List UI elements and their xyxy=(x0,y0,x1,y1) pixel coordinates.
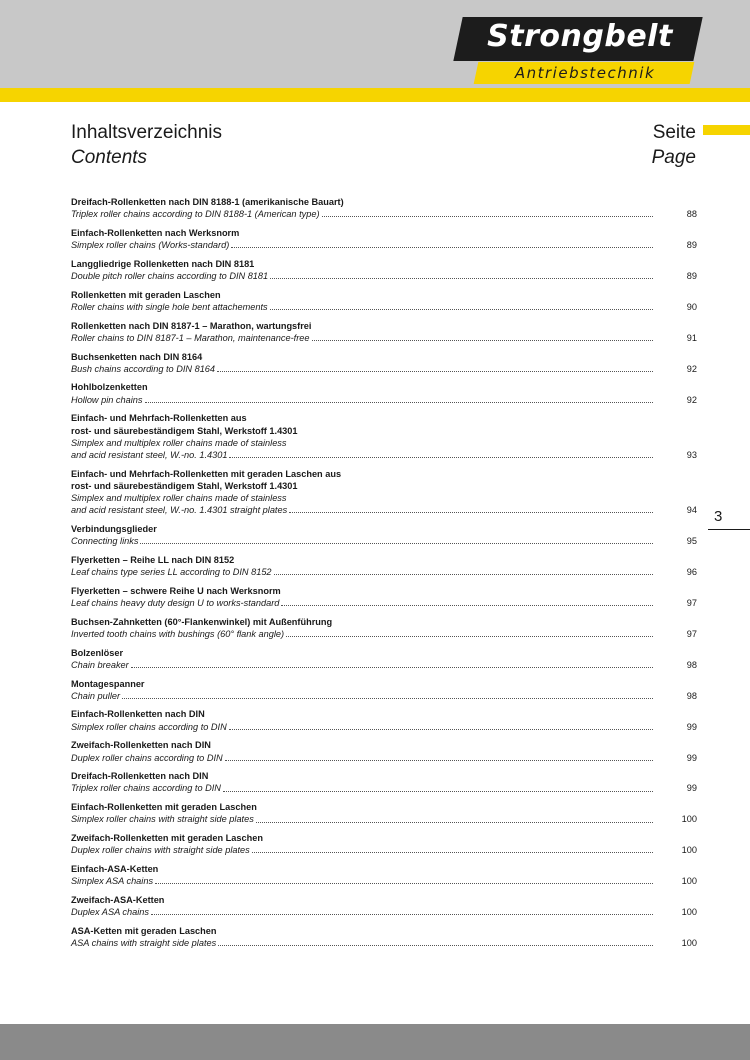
section-number: 3 xyxy=(714,508,723,525)
toc-entry-title-en: Duplex roller chains according to DIN xyxy=(71,752,223,763)
dot-leader xyxy=(217,371,653,372)
toc-entry-title-en: Inverted tooth chains with bushings (60° flank angle) xyxy=(71,628,285,639)
dot-leader xyxy=(223,791,653,792)
toc-entry[interactable] xyxy=(71,894,697,918)
toc-entry-title-de: Einfach-Rollenketten nach Werksnorm xyxy=(71,227,240,238)
toc-entry-title-de: Verbindungsglieder xyxy=(71,523,157,534)
toc-entry-row xyxy=(71,937,697,949)
toc-entry-page: 100 xyxy=(681,876,697,887)
toc-entry-row xyxy=(71,301,697,313)
logo-wordmark: Strongbelt xyxy=(487,19,673,54)
toc-entry-title-en: and acid resistant steel, W.-no. 1.4301 straight plates xyxy=(71,505,288,516)
toc-entry-page: 100 xyxy=(681,937,697,948)
dot-leader xyxy=(286,636,653,637)
toc-entry-row xyxy=(71,721,697,733)
toc-entry[interactable] xyxy=(71,258,697,282)
toc-entry-title-de: Rollenketten nach DIN 8187-1 – Marathon, wartungsfrei xyxy=(71,320,312,331)
toc-entry-title-en: Simplex roller chains (Works-standard) xyxy=(71,240,230,251)
toc-entry-page: 93 xyxy=(686,449,697,460)
toc-entry-title-en: Connecting links xyxy=(71,536,139,547)
toc-entry-row xyxy=(71,270,697,282)
toc-entry-row xyxy=(71,844,697,856)
toc-entry-row xyxy=(71,535,697,547)
toc-entry-title-en: Leaf chains heavy duty design U to works-standard xyxy=(71,597,280,608)
toc-entry-page: 98 xyxy=(686,690,697,701)
toc-entry[interactable] xyxy=(71,523,697,547)
toc-entry-row xyxy=(71,906,697,918)
toc-entry-title-en: Triplex roller chains according to DIN xyxy=(71,783,221,794)
dot-leader xyxy=(274,574,653,575)
toc-entry-title-en: Roller chains to DIN 8187-1 – Marathon, maintenance-free xyxy=(71,332,310,343)
dot-leader xyxy=(155,883,653,884)
page-column-label-de: Seite xyxy=(652,122,696,143)
dot-leader xyxy=(231,247,653,248)
toc-entry[interactable] xyxy=(71,554,697,578)
dot-leader xyxy=(281,605,653,606)
toc-entry-page: 99 xyxy=(686,721,697,732)
toc-entry-title-de: Montagespanner xyxy=(71,678,145,689)
toc-entry[interactable] xyxy=(71,647,697,671)
toc-entry-title-de: Zweifach-ASA-Ketten xyxy=(71,894,165,905)
dot-leader xyxy=(151,914,653,915)
toc-entry-page: 91 xyxy=(686,332,697,343)
toc-entry-row xyxy=(71,239,697,251)
toc-entry[interactable] xyxy=(71,320,697,344)
toc-entry-title-de: ASA-Ketten mit geraden Laschen xyxy=(71,925,217,936)
toc-entry-page: 92 xyxy=(686,363,697,374)
dot-leader xyxy=(312,340,654,341)
dot-leader xyxy=(225,760,653,761)
toc-entry-title-de: rost- und säurebeständigem Stahl, Werkstoff 1.4301 xyxy=(71,480,298,491)
toc-entry-title-en: Simplex roller chains according to DIN xyxy=(71,721,227,732)
toc-entry-title-de: Einfach-Rollenketten nach DIN xyxy=(71,709,205,720)
toc-entry-page: 96 xyxy=(686,567,697,578)
toc-entry-title-de: Hohlbolzenketten xyxy=(71,382,148,393)
toc-entry[interactable] xyxy=(71,739,697,763)
toc-entry-title-de: Zweifach-Rollenketten mit geraden Laschen xyxy=(71,833,263,844)
toc-entry-page: 89 xyxy=(686,271,697,282)
page-title-en: Contents xyxy=(71,147,148,168)
toc-entry-page: 99 xyxy=(686,752,697,763)
toc-entry-page: 100 xyxy=(681,814,697,825)
toc-entry-title-de: Zweifach-Rollenketten nach DIN xyxy=(71,740,211,751)
dot-leader xyxy=(140,543,653,544)
toc-entry-page: 100 xyxy=(681,845,697,856)
dot-leader xyxy=(256,822,653,823)
toc-entry[interactable] xyxy=(71,863,697,887)
toc-entry-row xyxy=(71,628,697,640)
toc-entry-row xyxy=(71,394,697,406)
toc-entry-page: 94 xyxy=(686,505,697,516)
toc-entry-page: 89 xyxy=(686,240,697,251)
toc-entry-title-en: Chain puller xyxy=(71,690,121,701)
toc-entry-page: 95 xyxy=(686,536,697,547)
dot-leader xyxy=(270,309,653,310)
toc-entry[interactable] xyxy=(71,227,697,251)
dot-leader xyxy=(218,945,653,946)
toc-entry-title-de: Einfach- und Mehrfach-Rollenketten mit geraden Laschen aus xyxy=(71,468,342,479)
toc-entry-title-de: Einfach- und Mehrfach-Rollenketten aus xyxy=(71,413,247,424)
page-column-label-en: Page xyxy=(651,147,696,168)
toc-entry-row xyxy=(71,782,697,794)
toc-entry-title-en: Bush chains according to DIN 8164 xyxy=(71,363,216,374)
footer-band xyxy=(0,1024,750,1060)
dot-leader xyxy=(122,698,653,699)
toc-entry-title-de: Flyerketten – Reihe LL nach DIN 8152 xyxy=(71,554,235,565)
toc-entry[interactable] xyxy=(71,925,697,949)
toc-entry-row xyxy=(71,690,697,702)
toc-entry-title-en: Triplex roller chains according to DIN 8188-1 (American type) xyxy=(71,209,320,220)
toc-entry[interactable] xyxy=(71,832,697,856)
toc-entry-title-en: Double pitch roller chains according to DIN 8181 xyxy=(71,271,269,282)
toc-entry[interactable] xyxy=(71,585,697,609)
toc-entry-title-en: ASA chains with straight side plates xyxy=(71,937,217,948)
toc-entry-row xyxy=(71,813,697,825)
toc-entry-row xyxy=(71,597,697,609)
table-of-contents xyxy=(71,196,697,949)
toc-entry[interactable] xyxy=(71,196,697,220)
toc-entry-page: 98 xyxy=(686,659,697,670)
toc-entry[interactable] xyxy=(71,412,697,461)
toc-entry-title-en: Duplex ASA chains xyxy=(71,907,149,918)
dot-leader xyxy=(229,457,653,458)
header-stripe xyxy=(0,88,750,102)
toc-entry-title-de: Rollenketten mit geraden Laschen xyxy=(71,289,221,300)
toc-entry-title-en: Leaf chains type series LL according to DIN 8152 xyxy=(71,567,272,578)
dot-leader xyxy=(252,852,653,853)
toc-entry-title-en: Simplex roller chains with straight side plates xyxy=(71,814,254,825)
toc-entry[interactable] xyxy=(71,289,697,313)
dot-leader xyxy=(229,729,653,730)
toc-entry-title-en: Simplex and multiplex roller chains made of stainless xyxy=(71,493,287,504)
toc-entry-title-de: Dreifach-Rollenketten nach DIN 8188-1 (amerikanische Bauart) xyxy=(71,197,344,207)
side-accent-bar xyxy=(703,125,750,135)
toc-entry-title-en: Roller chains with single hole bent attachements xyxy=(71,301,268,312)
toc-entry[interactable] xyxy=(71,770,697,794)
toc-entry-title-de: Langgliedrige Rollenketten nach DIN 8181 xyxy=(71,258,255,269)
toc-entry-title-de: Buchsen-Zahnketten (60°-Flankenwinkel) mit Außenführung xyxy=(71,616,333,627)
toc-entry-title-en: Simplex and multiplex roller chains made of stainless xyxy=(71,437,287,448)
toc-entry-page: 100 xyxy=(681,907,697,918)
toc-entry-title-de: Einfach-ASA-Ketten xyxy=(71,863,159,874)
toc-entry-title-de: Einfach-Rollenketten mit geraden Laschen xyxy=(71,802,257,813)
toc-entry-title-en: and acid resistant steel, W.-no. 1.4301 xyxy=(71,449,228,460)
toc-entry-page: 97 xyxy=(686,628,697,639)
toc-entry-row xyxy=(71,449,697,461)
toc-entry-page: 88 xyxy=(686,209,697,220)
toc-entry-title-de: rost- und säurebeständigem Stahl, Werkstoff 1.4301 xyxy=(71,425,298,436)
toc-entry-title-en: Chain breaker xyxy=(71,659,129,670)
toc-entry-row xyxy=(71,332,697,344)
dot-leader xyxy=(270,278,653,279)
toc-entry-row xyxy=(71,363,697,375)
toc-entry-row xyxy=(71,659,697,671)
toc-entry-title-de: Buchsenketten nach DIN 8164 xyxy=(71,351,203,362)
toc-entry[interactable] xyxy=(71,708,697,732)
toc-entry-page: 90 xyxy=(686,301,697,312)
logo-tagline: Antriebstechnik xyxy=(514,64,656,82)
toc-entry-page: 97 xyxy=(686,597,697,608)
toc-entry-row xyxy=(71,504,697,516)
dot-leader xyxy=(131,667,653,668)
toc-entry[interactable] xyxy=(71,801,697,825)
toc-entry-row xyxy=(71,752,697,764)
toc-entry-title-en: Simplex ASA chains xyxy=(71,876,154,887)
toc-entry[interactable] xyxy=(71,381,697,405)
toc-entry[interactable] xyxy=(71,468,697,517)
toc-entry-title-de: Bolzenlöser xyxy=(71,647,124,658)
section-rule xyxy=(708,529,750,530)
toc-entry[interactable] xyxy=(71,616,697,640)
dot-leader xyxy=(322,216,653,217)
toc-entry[interactable] xyxy=(71,678,697,702)
toc-entry-title-de: Dreifach-Rollenketten nach DIN xyxy=(71,771,209,782)
dot-leader xyxy=(289,512,653,513)
toc-entry-row xyxy=(71,566,697,578)
toc-entry-page: 92 xyxy=(686,394,697,405)
toc-entry-title-en: Duplex roller chains with straight side plates xyxy=(71,845,250,856)
toc-entry-row xyxy=(71,875,697,887)
toc-entry-row xyxy=(71,208,697,220)
toc-entry-title-en: Hollow pin chains xyxy=(71,394,143,405)
brand-logo xyxy=(458,17,698,87)
dot-leader xyxy=(145,402,654,403)
toc-entry-page: 99 xyxy=(686,783,697,794)
page-title-de: Inhaltsverzeichnis xyxy=(71,122,223,143)
toc-entry-title-de: Flyerketten – schwere Reihe U nach Werksnorm xyxy=(71,585,281,596)
toc-entry[interactable] xyxy=(71,351,697,375)
